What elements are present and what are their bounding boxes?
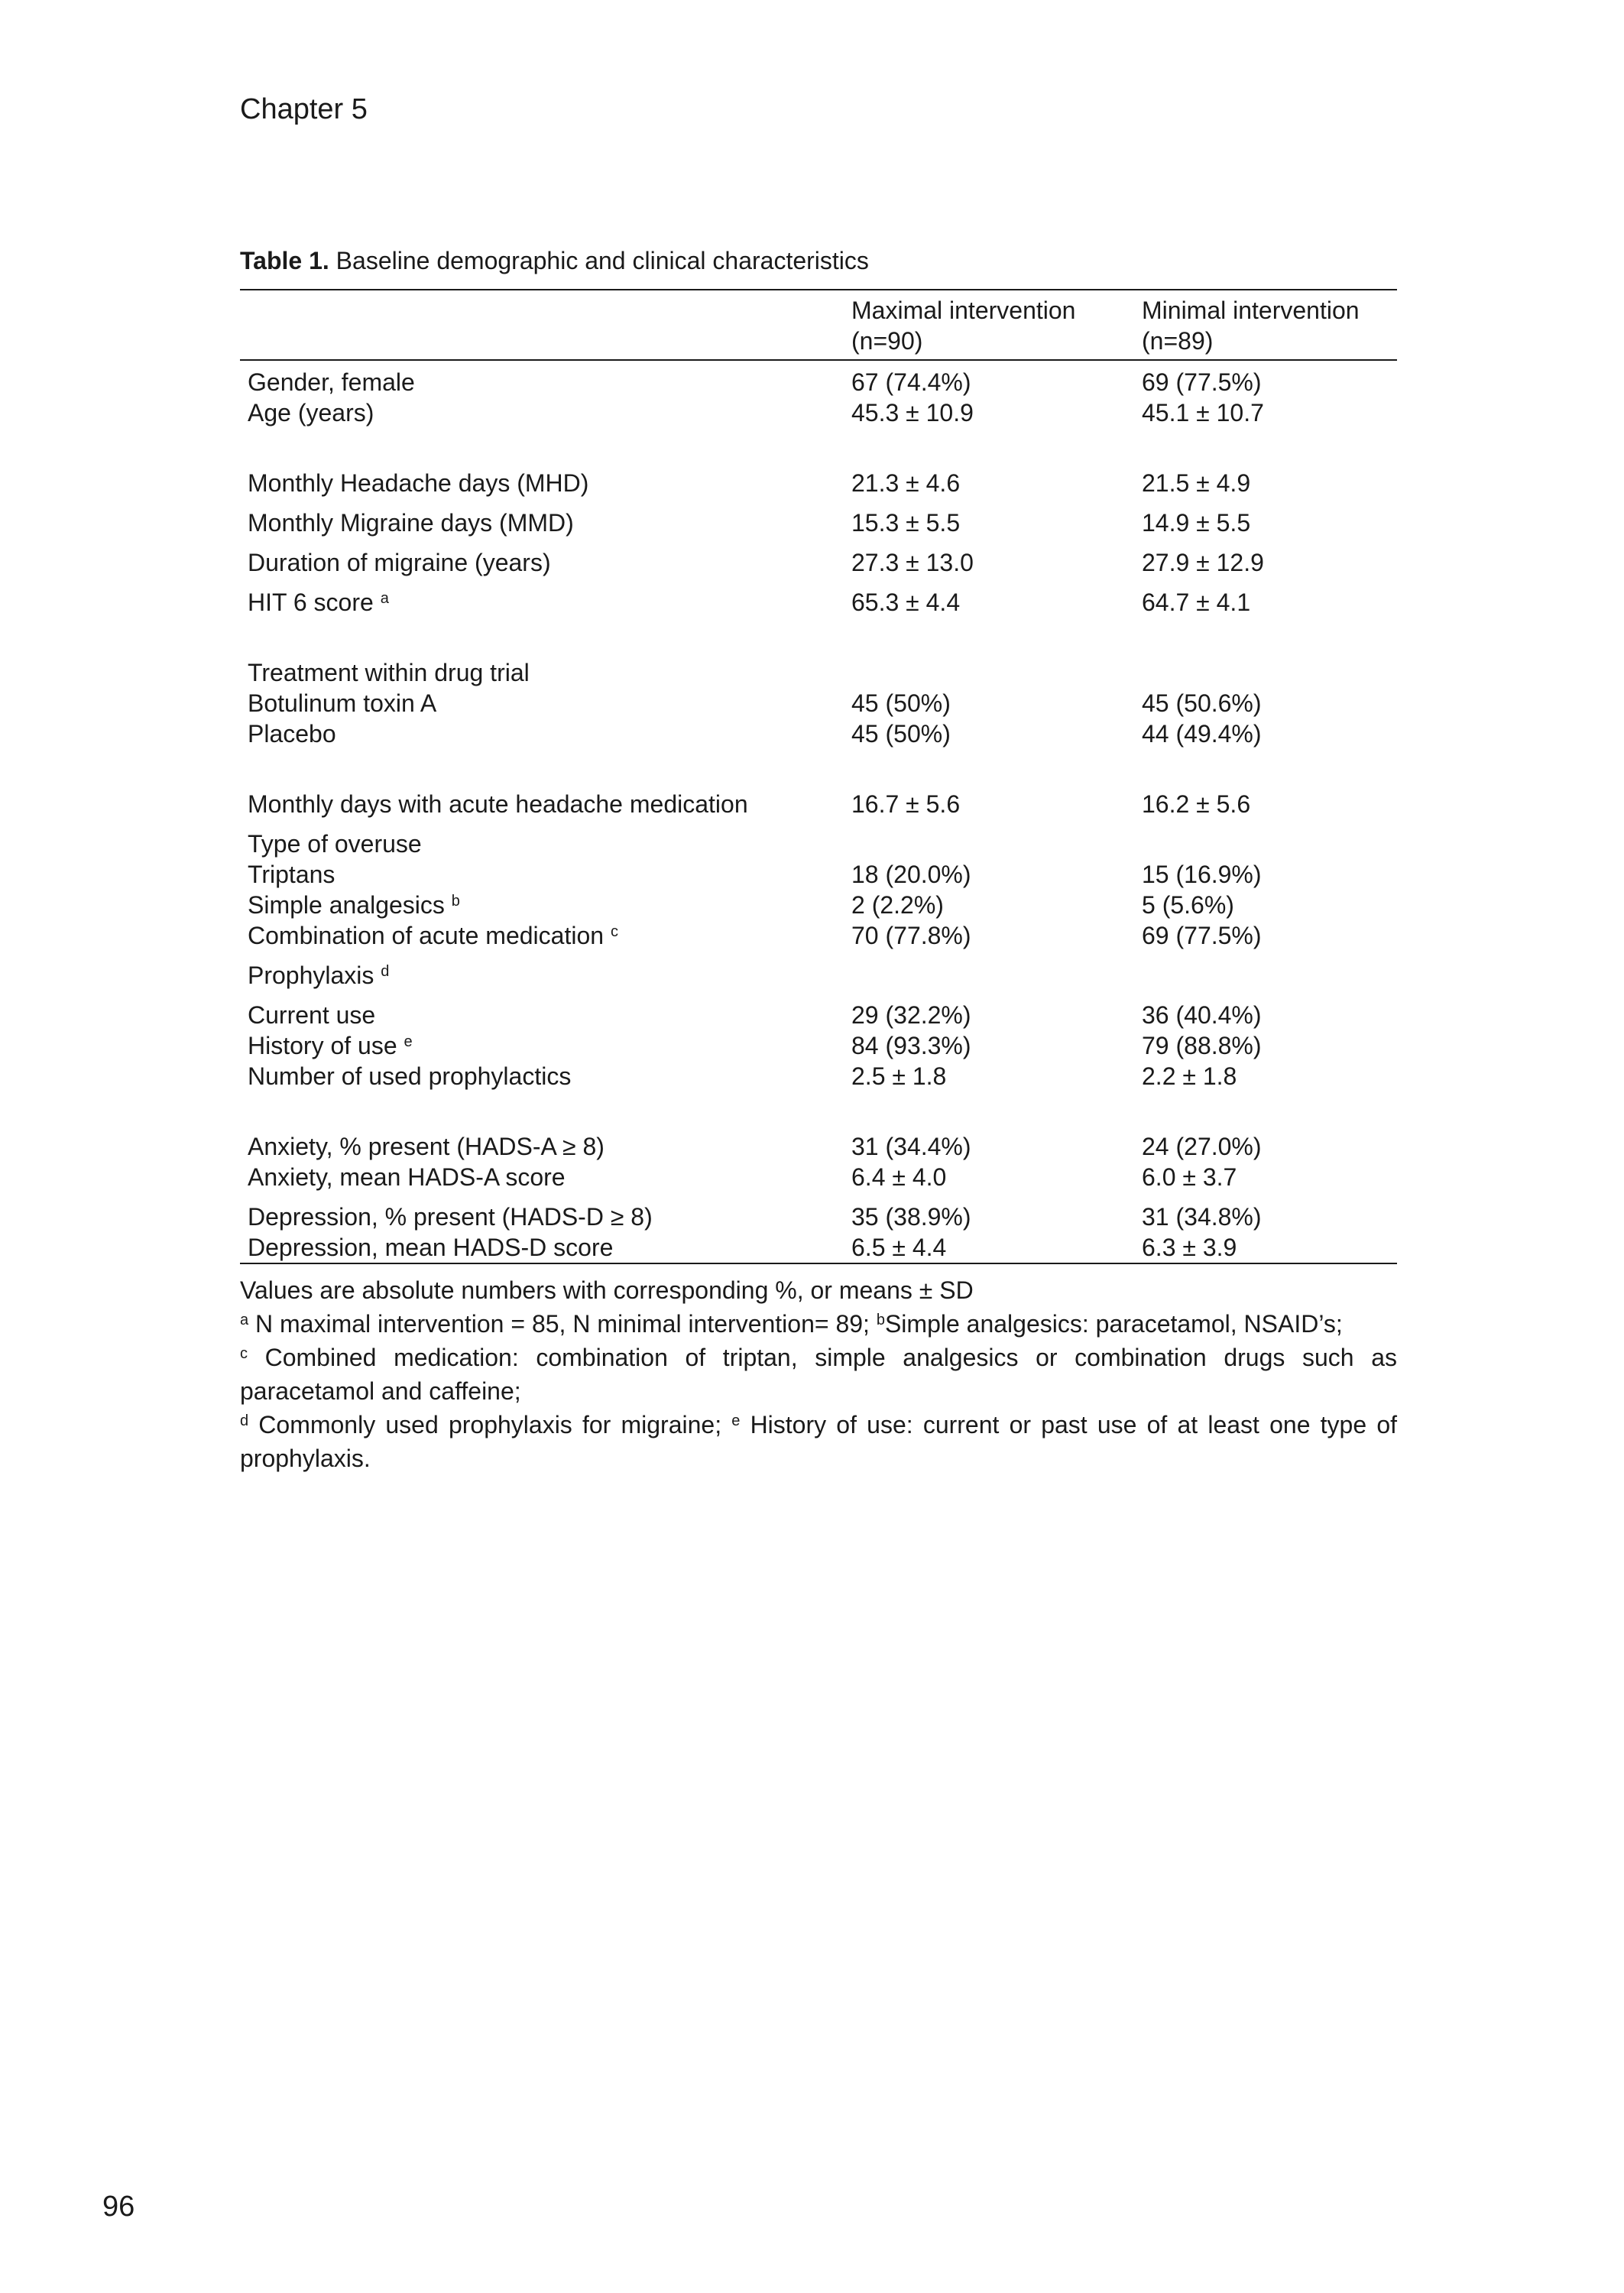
row-label bbox=[240, 1232, 844, 1263]
row-label-text: Current use bbox=[248, 1001, 376, 1029]
table-row bbox=[240, 890, 1397, 920]
row-label-text: Depression, mean HADS-D score bbox=[248, 1234, 614, 1261]
table-row bbox=[240, 360, 1397, 397]
row-label bbox=[240, 859, 844, 890]
table-row bbox=[240, 1232, 1397, 1263]
row-label-text: Type of overuse bbox=[248, 830, 422, 858]
table-row bbox=[240, 397, 1397, 428]
cell-minimal: 21.5 ± 4.9 bbox=[1142, 469, 1251, 497]
row-label-text: Duration of migraine (years) bbox=[248, 549, 551, 576]
row-label bbox=[240, 538, 844, 578]
note-a-marker: a bbox=[240, 1312, 249, 1328]
row-label bbox=[240, 428, 844, 498]
cell-maximal: 6.4 ± 4.0 bbox=[851, 1163, 947, 1191]
note-d-e bbox=[240, 1408, 1397, 1475]
column-header-minimal bbox=[1134, 290, 1397, 360]
row-label bbox=[240, 688, 844, 718]
cell-maximal: 45 (50%) bbox=[851, 689, 951, 717]
row-label bbox=[240, 360, 844, 397]
table-row bbox=[240, 498, 1397, 538]
cell-maximal: 31 (34.4%) bbox=[851, 1133, 971, 1160]
cell-maximal: 35 (38.9%) bbox=[851, 1203, 971, 1231]
cell-minimal: 44 (49.4%) bbox=[1142, 720, 1262, 748]
column-header-minimal-title: Minimal intervention bbox=[1142, 297, 1360, 324]
row-label-text: HIT 6 score bbox=[248, 589, 374, 616]
table-row bbox=[240, 1091, 1397, 1162]
table-row bbox=[240, 951, 1397, 991]
table-body bbox=[240, 360, 1397, 1263]
row-footnote-marker: b bbox=[451, 893, 460, 910]
row-label bbox=[240, 578, 844, 618]
note-e-text: History of use: current or past use of at least one type of prophylaxis. bbox=[240, 1411, 1398, 1472]
cell-minimal: 36 (40.4%) bbox=[1142, 1001, 1262, 1029]
table-container bbox=[240, 247, 1397, 1475]
row-label-text: Monthly Headache days (MHD) bbox=[248, 469, 589, 497]
column-header-minimal-n: (n=89) bbox=[1142, 327, 1214, 355]
note-b-marker: b bbox=[876, 1312, 885, 1328]
table-row bbox=[240, 718, 1397, 749]
cell-maximal: 21.3 ± 4.6 bbox=[851, 469, 961, 497]
cell-minimal: 16.2 ± 5.6 bbox=[1142, 790, 1251, 818]
note-d-marker: d bbox=[240, 1412, 249, 1429]
row-label-text: Anxiety, % present (HADS-A ≥ 8) bbox=[248, 1133, 605, 1160]
cell-minimal: 6.0 ± 3.7 bbox=[1142, 1163, 1237, 1191]
note-d-text: Commonly used prophylaxis for migraine; bbox=[248, 1411, 732, 1438]
row-label-text: Treatment within drug trial bbox=[248, 659, 530, 686]
row-footnote-marker: a bbox=[380, 590, 389, 607]
table-caption-text: Baseline demographic and clinical characteristics bbox=[329, 247, 869, 274]
row-label bbox=[240, 618, 844, 688]
baseline-characteristics-table bbox=[240, 289, 1397, 1264]
cell-maximal: 29 (32.2%) bbox=[851, 1001, 971, 1029]
cell-minimal: 24 (27.0%) bbox=[1142, 1133, 1262, 1160]
cell-maximal: 2 (2.2%) bbox=[851, 891, 944, 919]
cell-maximal: 18 (20.0%) bbox=[851, 861, 971, 888]
cell-maximal bbox=[844, 618, 1134, 688]
cell-minimal: 6.3 ± 3.9 bbox=[1142, 1234, 1237, 1261]
table-row bbox=[240, 1162, 1397, 1192]
row-label-text: Age (years) bbox=[248, 399, 374, 426]
row-label-text: Monthly days with acute headache medication bbox=[248, 790, 748, 818]
table-row bbox=[240, 618, 1397, 688]
note-c bbox=[240, 1341, 1397, 1408]
table-caption bbox=[240, 247, 1397, 275]
row-label bbox=[240, 749, 844, 819]
row-label-text: Gender, female bbox=[248, 368, 415, 396]
row-label bbox=[240, 1192, 844, 1232]
table-row bbox=[240, 819, 1397, 859]
cell-minimal: 45 (50.6%) bbox=[1142, 689, 1262, 717]
row-label-text: Combination of acute medication bbox=[248, 922, 605, 949]
cell-maximal: 6.5 ± 4.4 bbox=[851, 1234, 947, 1261]
table-row bbox=[240, 578, 1397, 618]
table-row bbox=[240, 538, 1397, 578]
row-footnote-marker: c bbox=[610, 923, 618, 940]
note-a-text: N maximal intervention = 85, N minimal intervention= 89; bbox=[248, 1310, 877, 1338]
cell-minimal: 69 (77.5%) bbox=[1142, 368, 1262, 396]
row-footnote-marker: d bbox=[381, 963, 390, 980]
cell-maximal: 45 (50%) bbox=[851, 720, 951, 748]
table-row bbox=[240, 428, 1397, 498]
cell-maximal: 84 (93.3%) bbox=[851, 1032, 971, 1059]
row-label-text: Simple analgesics bbox=[248, 891, 445, 919]
note-c-text: Combined medication: combination of triptan, simple analgesics or combination drugs such as paracetamol and caffeine; bbox=[240, 1344, 1397, 1405]
row-label-text: Triptans bbox=[248, 861, 335, 888]
table-header-row bbox=[240, 290, 1397, 360]
row-label-text: Depression, % present (HADS-D ≥ 8) bbox=[248, 1203, 653, 1231]
table-row bbox=[240, 1192, 1397, 1232]
row-label-text: Number of used prophylactics bbox=[248, 1062, 572, 1090]
running-head: Chapter 5 bbox=[240, 93, 368, 125]
cell-minimal: 45.1 ± 10.7 bbox=[1142, 399, 1264, 426]
cell-maximal bbox=[844, 819, 1134, 859]
cell-maximal: 45.3 ± 10.9 bbox=[851, 399, 974, 426]
row-footnote-marker: e bbox=[404, 1033, 413, 1050]
row-label bbox=[240, 498, 844, 538]
row-label bbox=[240, 1030, 844, 1061]
cell-minimal bbox=[1134, 618, 1397, 688]
row-label bbox=[240, 951, 844, 991]
cell-minimal: 69 (77.5%) bbox=[1142, 922, 1262, 949]
table-row bbox=[240, 859, 1397, 890]
page-number: 96 bbox=[102, 2191, 135, 2223]
column-header-maximal bbox=[844, 290, 1134, 360]
note-b-text: Simple analgesics: paracetamol, NSAID’s; bbox=[884, 1310, 1343, 1338]
cell-minimal bbox=[1134, 819, 1397, 859]
column-header-maximal-n: (n=90) bbox=[851, 327, 923, 355]
table-row bbox=[240, 1030, 1397, 1061]
cell-maximal bbox=[844, 951, 1134, 991]
cell-minimal: 15 (16.9%) bbox=[1142, 861, 1262, 888]
cell-minimal: 27.9 ± 12.9 bbox=[1142, 549, 1264, 576]
cell-maximal: 27.3 ± 13.0 bbox=[851, 549, 974, 576]
cell-maximal: 16.7 ± 5.6 bbox=[851, 790, 961, 818]
table-header bbox=[240, 290, 1397, 360]
column-header-characteristic bbox=[240, 290, 844, 360]
cell-minimal: 31 (34.8%) bbox=[1142, 1203, 1262, 1231]
row-label-text: History of use bbox=[248, 1032, 397, 1059]
row-label bbox=[240, 1162, 844, 1192]
cell-minimal: 79 (88.8%) bbox=[1142, 1032, 1262, 1059]
cell-maximal: 67 (74.4%) bbox=[851, 368, 971, 396]
table-row bbox=[240, 920, 1397, 951]
row-label-text: Anxiety, mean HADS-A score bbox=[248, 1163, 566, 1191]
cell-maximal: 2.5 ± 1.8 bbox=[851, 1062, 947, 1090]
cell-minimal: 14.9 ± 5.5 bbox=[1142, 509, 1251, 537]
cell-minimal: 2.2 ± 1.8 bbox=[1142, 1062, 1237, 1090]
table-row bbox=[240, 991, 1397, 1030]
cell-maximal: 70 (77.8%) bbox=[851, 922, 971, 949]
table-caption-label: Table 1. bbox=[240, 247, 329, 274]
cell-maximal: 15.3 ± 5.5 bbox=[851, 509, 961, 537]
row-label bbox=[240, 718, 844, 749]
row-label bbox=[240, 1091, 844, 1162]
table-row bbox=[240, 1061, 1397, 1091]
table-notes bbox=[240, 1273, 1397, 1475]
table-row bbox=[240, 749, 1397, 819]
note-a-b bbox=[240, 1307, 1397, 1341]
row-label-text: Monthly Migraine days (MMD) bbox=[248, 509, 574, 537]
row-label-text: Placebo bbox=[248, 720, 336, 748]
cell-minimal: 64.7 ± 4.1 bbox=[1142, 589, 1251, 616]
row-label bbox=[240, 920, 844, 951]
cell-maximal: 65.3 ± 4.4 bbox=[851, 589, 961, 616]
row-label bbox=[240, 890, 844, 920]
note-c-marker: c bbox=[240, 1345, 248, 1362]
note-values: Values are absolute numbers with corresponding %, or means ± SD bbox=[240, 1276, 974, 1304]
row-label bbox=[240, 1061, 844, 1091]
cell-minimal bbox=[1134, 951, 1397, 991]
table-row bbox=[240, 688, 1397, 718]
row-label bbox=[240, 819, 844, 859]
note-e-marker: e bbox=[731, 1412, 741, 1429]
row-label-text: Botulinum toxin A bbox=[248, 689, 437, 717]
cell-minimal: 5 (5.6%) bbox=[1142, 891, 1234, 919]
row-label bbox=[240, 397, 844, 428]
row-label bbox=[240, 991, 844, 1030]
column-header-maximal-title: Maximal intervention bbox=[851, 297, 1076, 324]
row-label-text: Prophylaxis bbox=[248, 962, 374, 989]
